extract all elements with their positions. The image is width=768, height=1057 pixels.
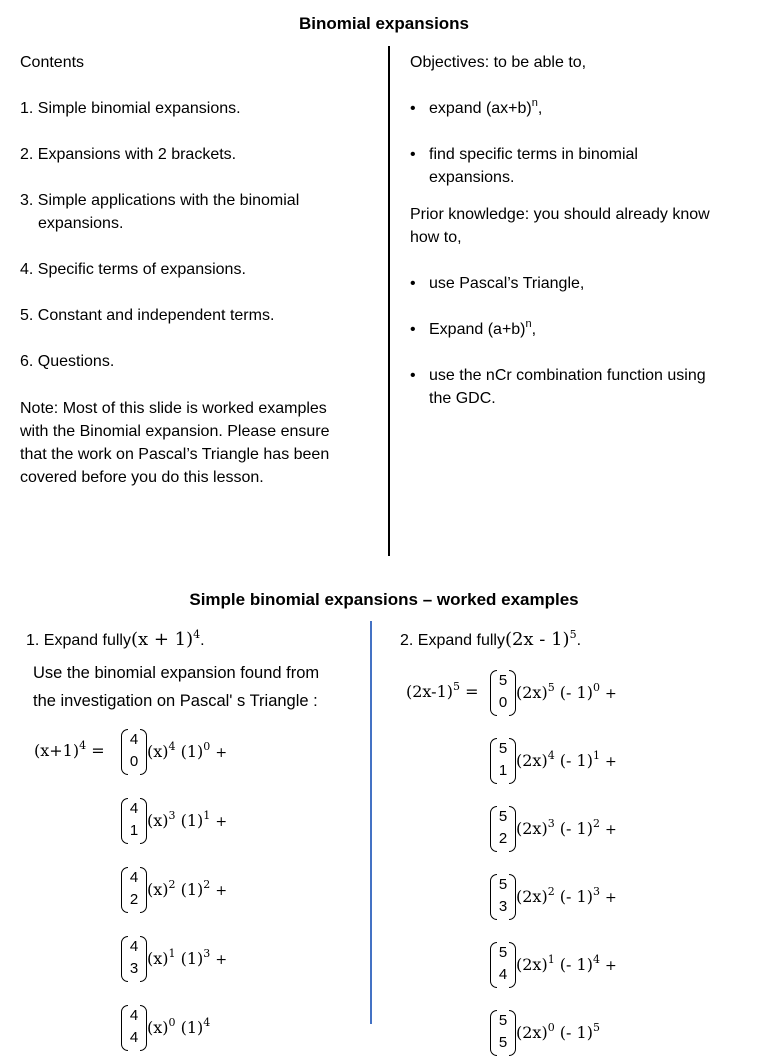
prior-item: use the nCr combination function using [429, 367, 706, 384]
binomial-k: 2 [129, 891, 139, 908]
expansion-term [490, 871, 617, 921]
objective-item-continued: expansions. [429, 169, 515, 186]
example-1-intro-line: Use the binomial expansion found from [33, 664, 320, 682]
binomial-coefficient [121, 727, 147, 775]
term-factors: $(2x)^0$ (- 1)$^5$ [516, 1020, 600, 1042]
binomial-k: 5 [498, 1034, 508, 1051]
term-factors: $(x)^3$ $(1)^1$ + [147, 808, 228, 830]
contents-item: 2. Expansions with 2 brackets. [20, 146, 237, 163]
binomial-coefficient [490, 872, 516, 920]
note-line: Note: Most of this slide is worked examples [20, 400, 327, 417]
example-1-lhs: $(x+1)^4$ = [34, 739, 105, 760]
binomial-coefficient [490, 940, 516, 988]
expansion-term [490, 939, 617, 989]
term-factors: $(2x)^5$ (- 1)$^0$ + [516, 680, 617, 702]
binomial-k: 1 [498, 762, 508, 779]
column-divider [370, 621, 372, 1024]
objective-item: expand $(ax+b)^n$, [429, 97, 543, 117]
binomial-coefficient [121, 796, 147, 844]
term-factors: $(x)^1$ $(1)^3$ + [147, 946, 228, 968]
bullet-icon: • [410, 100, 416, 117]
expansion-term [490, 667, 617, 717]
binomial-k: 3 [129, 960, 139, 977]
binomial-k: 4 [498, 966, 508, 983]
binomial-k: 2 [498, 830, 508, 847]
binomial-k: 3 [498, 898, 508, 915]
expansion-term [490, 1007, 600, 1057]
bullet-icon: • [410, 321, 416, 338]
binomial-n: 5 [498, 740, 508, 757]
binomial-coefficient [490, 1008, 516, 1056]
expansion-term [490, 803, 617, 853]
binomial-n: 5 [498, 944, 508, 961]
expansion-term [121, 933, 227, 983]
prior-item-continued: the GDC. [429, 390, 496, 407]
prior-knowledge-line: Prior knowledge: you should already know [410, 206, 710, 223]
binomial-k: 0 [129, 753, 139, 770]
objective-item: find specific terms in binomial [429, 146, 638, 163]
term-factors: $(2x)^1$ (- 1)$^4$ + [516, 952, 617, 974]
bullet-icon: • [410, 275, 416, 292]
binomial-n: 4 [129, 731, 139, 748]
column-divider [388, 46, 390, 556]
expansion-term [121, 795, 227, 845]
binomial-coefficient [490, 736, 516, 784]
example-1-prompt: 1. Expand fully $(x + 1)^4$ . [26, 628, 205, 650]
binomial-n: 4 [129, 800, 139, 817]
binomial-n: 4 [129, 1007, 139, 1024]
contents-item: 1. Simple binomial expansions. [20, 100, 241, 117]
expansion-term [490, 735, 617, 785]
example-2-lhs: $(2x-1)^5$ = [406, 680, 479, 701]
bullet-icon: • [410, 367, 416, 384]
slide-title: Simple binomial expansions – worked examples [189, 590, 579, 609]
contents-item: 3. Simple applications with the binomial [20, 192, 300, 209]
binomial-k: 1 [129, 822, 139, 839]
prior-knowledge-line: how to, [410, 229, 462, 246]
binomial-n: 5 [498, 808, 508, 825]
slide-title: Binomial expansions [298, 14, 470, 33]
term-factors: $(2x)^2$ (- 1)$^3$ + [516, 884, 617, 906]
contents-item-continued: expansions. [38, 215, 124, 232]
bullet-icon: • [410, 146, 416, 163]
contents-item: 6. Questions. [20, 353, 115, 370]
binomial-k: 4 [129, 1029, 139, 1046]
prior-item: Expand $(a+b)^n$, [429, 318, 537, 338]
term-factors: $(2x)^4$ (- 1)$^1$ + [516, 748, 617, 770]
binomial-k: 0 [498, 694, 508, 711]
binomial-coefficient [121, 865, 147, 913]
expansion-term [121, 864, 227, 914]
objectives-heading: Objectives: to be able to, [410, 54, 587, 71]
binomial-n: 4 [129, 938, 139, 955]
prior-item: use Pascal’s Triangle, [429, 275, 585, 292]
example-2-prompt: 2. Expand fully (2x - 1)$^5$ . [400, 628, 582, 650]
note-line: with the Binomial expansion. Please ensure [20, 423, 330, 440]
term-factors: $(x)^2$ $(1)^2$ + [147, 877, 228, 899]
expansion-term [121, 726, 227, 776]
binomial-coefficient [121, 934, 147, 982]
example-1-intro-line: the investigation on Pascal' s Triangle : [33, 692, 318, 710]
binomial-coefficient [490, 668, 516, 716]
term-factors: $(x)^4$ $(1)^0$ + [147, 739, 228, 761]
binomial-n: 4 [129, 869, 139, 886]
contents-heading: Contents [20, 54, 85, 71]
contents-item: 5. Constant and independent terms. [20, 307, 275, 324]
expansion-term [121, 1002, 210, 1052]
binomial-n: 5 [498, 672, 508, 689]
binomial-coefficient [121, 1003, 147, 1051]
binomial-coefficient [490, 804, 516, 852]
contents-item: 4. Specific terms of expansions. [20, 261, 246, 278]
term-factors: $(2x)^3$ (- 1)$^2$ + [516, 816, 617, 838]
note-line: that the work on Pascal’s Triangle has been [20, 446, 330, 463]
note-line: covered before you do this lesson. [20, 469, 264, 486]
term-factors: $(x)^0$ $(1)^4$ [147, 1015, 211, 1037]
binomial-n: 5 [498, 876, 508, 893]
binomial-n: 5 [498, 1012, 508, 1029]
